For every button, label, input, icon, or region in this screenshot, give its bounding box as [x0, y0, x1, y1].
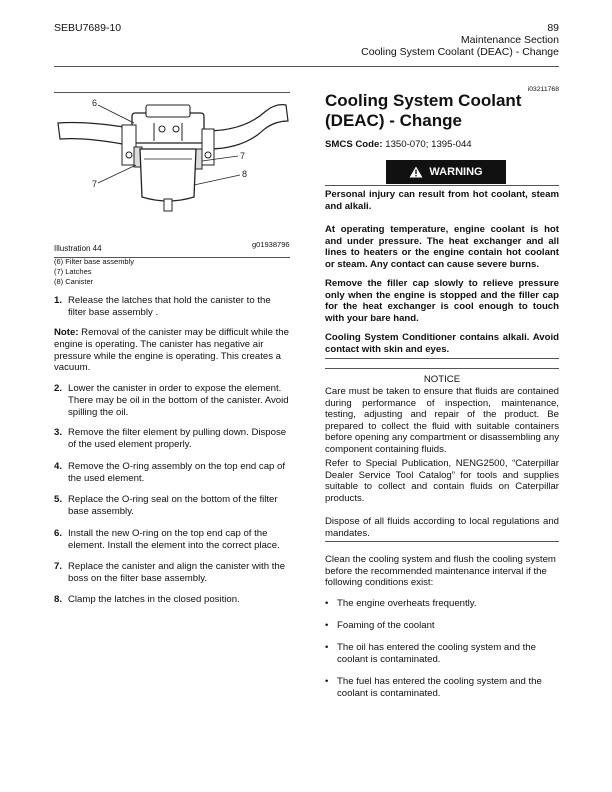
- warning-triangle-icon: [409, 166, 423, 178]
- warning-paragraph: At operating temperature, engine coolant is hot and under pressure. The heat exchanger and all lines to heaters or the engine contain hot coolant or steam. Any contact can cause severe burns.: [325, 224, 559, 270]
- step-item: [54, 494, 290, 518]
- callout-7-right: 7: [240, 151, 246, 161]
- warning-paragraph: Remove the filler cap slowly to relieve pressure only when the engine is stopped and the filler cap for the heat exchanger is cool enough to touch with your bare hand.: [325, 278, 559, 324]
- warning-paragraph: Personal injury can result from hot coolant, steam and alkali.: [325, 189, 559, 212]
- notice-paragraph: Refer to Special Publication, NENG2500, “Caterpillar Dealer Service Tool Catalog” for tools and supplies suitable to collect and contain fluids on Caterpillar products.: [325, 458, 559, 504]
- callout-7-left: 7: [92, 179, 98, 189]
- step-item: [54, 561, 290, 585]
- smcs-value: 1350-070; 1395-044: [382, 139, 472, 150]
- step-item: [54, 461, 290, 485]
- step-number: 2.: [54, 383, 63, 394]
- step-text: Remove the filter element by pulling down. Dispose of the used element properly.: [68, 427, 287, 450]
- topic-name: Cooling System Coolant (DEAC) - Change: [361, 46, 559, 58]
- section-name: Maintenance Section: [460, 34, 559, 46]
- list-item: [325, 642, 559, 665]
- list-item-text: The engine overheats frequently.: [337, 598, 477, 609]
- warning-banner: [386, 160, 506, 184]
- warning-bottom-rule: [325, 358, 559, 359]
- legend-item: (8) Canister: [54, 277, 94, 286]
- warning-top-rule: [325, 185, 559, 186]
- notice-bottom-rule: [325, 541, 559, 542]
- list-item-text: The fuel has entered the cooling system and the coolant is contaminated.: [337, 676, 542, 699]
- bullet-icon: •: [325, 620, 329, 631]
- list-item: [325, 676, 559, 699]
- callout-8: 8: [242, 169, 248, 179]
- warning-label: WARNING: [429, 166, 483, 178]
- step-item: [54, 295, 290, 319]
- document-id: i03211768: [527, 86, 559, 93]
- step-number: 8.: [54, 594, 63, 605]
- step-item: [54, 383, 290, 418]
- step-text: Lower the canister in order to expose the element. There may be oil in the bottom of the canister. Avoid spilling the oil.: [68, 383, 289, 418]
- filter-illustration: [54, 93, 290, 243]
- legend-item: (7) Latches: [54, 267, 92, 276]
- step-item: [54, 427, 290, 451]
- step-text: Release the latches that hold the canister to the filter base assembly .: [68, 295, 271, 318]
- list-item: [325, 598, 559, 610]
- page-header-right: [361, 22, 559, 58]
- note-text: Removal of the canister may be difficult while the engine is operating. The canister has negative air pressure while the engine is operating. This creates a vacuum.: [54, 327, 289, 374]
- bullet-icon: •: [325, 676, 329, 687]
- list-item: [325, 620, 559, 632]
- page-title: Cooling System Coolant (DEAC) - Change: [325, 91, 522, 130]
- legend-item: (6) Filter base assembly: [54, 257, 135, 266]
- bullet-icon: •: [325, 598, 329, 609]
- notice-paragraph: Care must be taken to ensure that fluids are contained during performance of inspection, maintenance, testing, adjusting and repair of the product. Be prepared to collect the fluid with suitable containers before opening any compartment or disassembling any component containing fluids.: [325, 386, 559, 455]
- warning-paragraph: Cooling System Conditioner contains alkali. Avoid contact with skin and eyes.: [325, 332, 559, 355]
- callout-6: 6: [92, 98, 98, 108]
- smcs-code: [325, 139, 472, 150]
- step-number: 7.: [54, 561, 63, 572]
- step-text: Remove the O-ring assembly on the top end cap of the used element.: [68, 461, 286, 484]
- step-number: 5.: [54, 494, 63, 505]
- step-text: Replace the canister and align the canister with the boss on the filter base assembly.: [68, 561, 286, 584]
- bullet-icon: •: [325, 642, 329, 653]
- smcs-label: SMCS Code:: [325, 139, 383, 150]
- step-number: 4.: [54, 461, 63, 472]
- list-item-text: Foaming of the coolant: [337, 620, 435, 631]
- step-item: [54, 528, 290, 552]
- step-number: 1.: [54, 295, 63, 306]
- figure-caption: Illustration 44: [54, 244, 102, 253]
- step-text: Clamp the latches in the closed position.: [68, 594, 240, 605]
- step-text: Install the new O-ring on the top end cap of the element. Install the element into the correct place.: [68, 528, 280, 551]
- list-item-text: The oil has entered the cooling system and the coolant is contaminated.: [337, 642, 536, 665]
- note-label: Note:: [54, 327, 79, 338]
- header-divider: [54, 66, 559, 67]
- notice-top-rule: [325, 368, 559, 369]
- step-text: Replace the O-ring seal on the bottom of the filter base assembly.: [68, 494, 278, 517]
- step-number: 3.: [54, 427, 63, 438]
- notice-paragraph: Dispose of all fluids according to local regulations and mandates.: [325, 516, 559, 539]
- figure-legend: [54, 257, 134, 287]
- figure-reference: g01938796: [252, 240, 290, 249]
- intro-paragraph: Clean the cooling system and flush the cooling system before the recommended maintenance interval if the following conditions exist:: [325, 554, 556, 589]
- notice-title: NOTICE: [423, 374, 461, 385]
- doc-number: SEBU7689-10: [54, 22, 122, 34]
- step-item: [54, 594, 290, 606]
- page-number: 89: [547, 22, 559, 34]
- step-number: 6.: [54, 528, 63, 539]
- note-paragraph: [54, 327, 290, 374]
